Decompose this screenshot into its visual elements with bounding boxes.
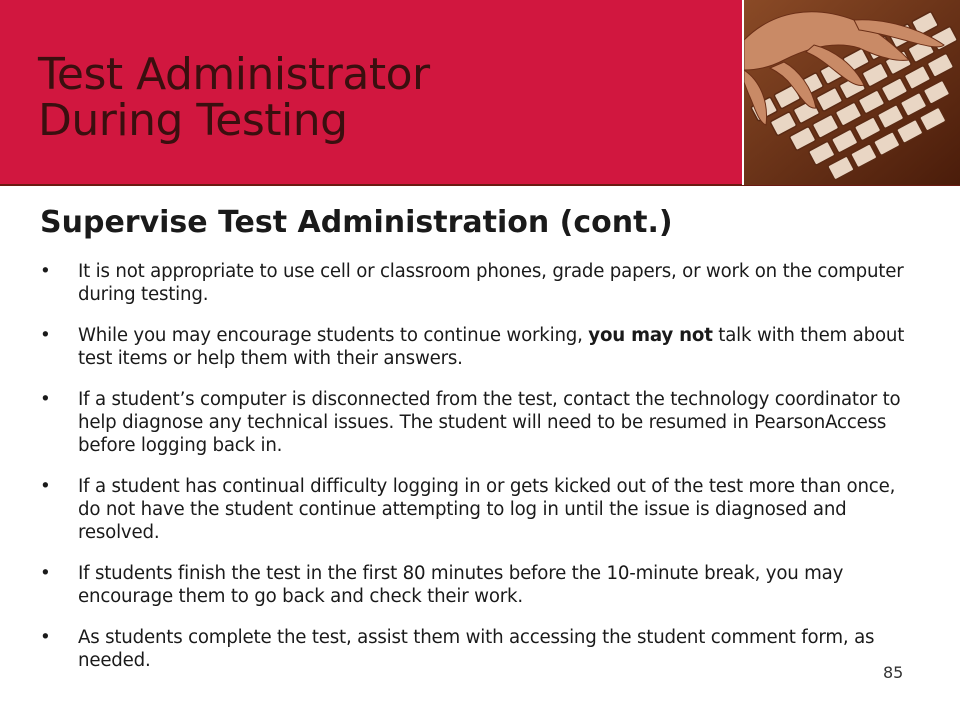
- bullet-item: [40, 324, 920, 370]
- bullet-item: [40, 388, 920, 457]
- bullet-text: It is not appropriate to use cell or classroom phones, grade papers, or work on the computer during testing.: [78, 261, 904, 305]
- bullet-icon: •: [40, 325, 51, 346]
- bullet-list: [40, 260, 920, 690]
- bullet-icon: •: [40, 261, 51, 282]
- bullet-icon: •: [40, 476, 51, 497]
- slide-title: [38, 49, 430, 146]
- bullet-item: [40, 475, 920, 544]
- slide-title-line-2: During Testing: [38, 95, 348, 146]
- bullet-text: If students finish the test in the first 80 minutes before the 10-minute break, you may encourage them to go back and check their work.: [78, 563, 844, 607]
- bullet-text-emphasis: you may not: [588, 325, 713, 346]
- bullet-text: If a student has continual difficulty logging in or gets kicked out of the test more than once, do not have the student continue attempting to log in until the issue is diagnosed and resolved.: [78, 476, 896, 543]
- bullet-text-after: talk with them about test items or help them with their answers.: [78, 325, 905, 369]
- keyboard-hands-illustration: [744, 0, 960, 185]
- bullet-item: [40, 626, 920, 672]
- bullet-icon: •: [40, 627, 51, 648]
- bullet-text-before: While you may encourage students to continue working,: [78, 325, 589, 346]
- bullet-icon: •: [40, 389, 51, 410]
- bullet-item: [40, 562, 920, 608]
- bullet-text: As students complete the test, assist them with accessing the student comment form, as needed.: [78, 627, 875, 671]
- bullet-item: [40, 260, 920, 306]
- bullet-text: If a student’s computer is disconnected from the test, contact the technology coordinator to help diagnose any technical issues. The student will need to be resumed in PearsonAccess before logging back in.: [78, 389, 901, 456]
- slide-title-line-1: Test Administrator: [38, 49, 430, 100]
- page-number: 85: [883, 663, 904, 682]
- bullet-icon: •: [40, 563, 51, 584]
- section-subheading: Supervise Test Administration (cont.): [40, 205, 673, 240]
- keyboard-typing-photo: [744, 0, 960, 185]
